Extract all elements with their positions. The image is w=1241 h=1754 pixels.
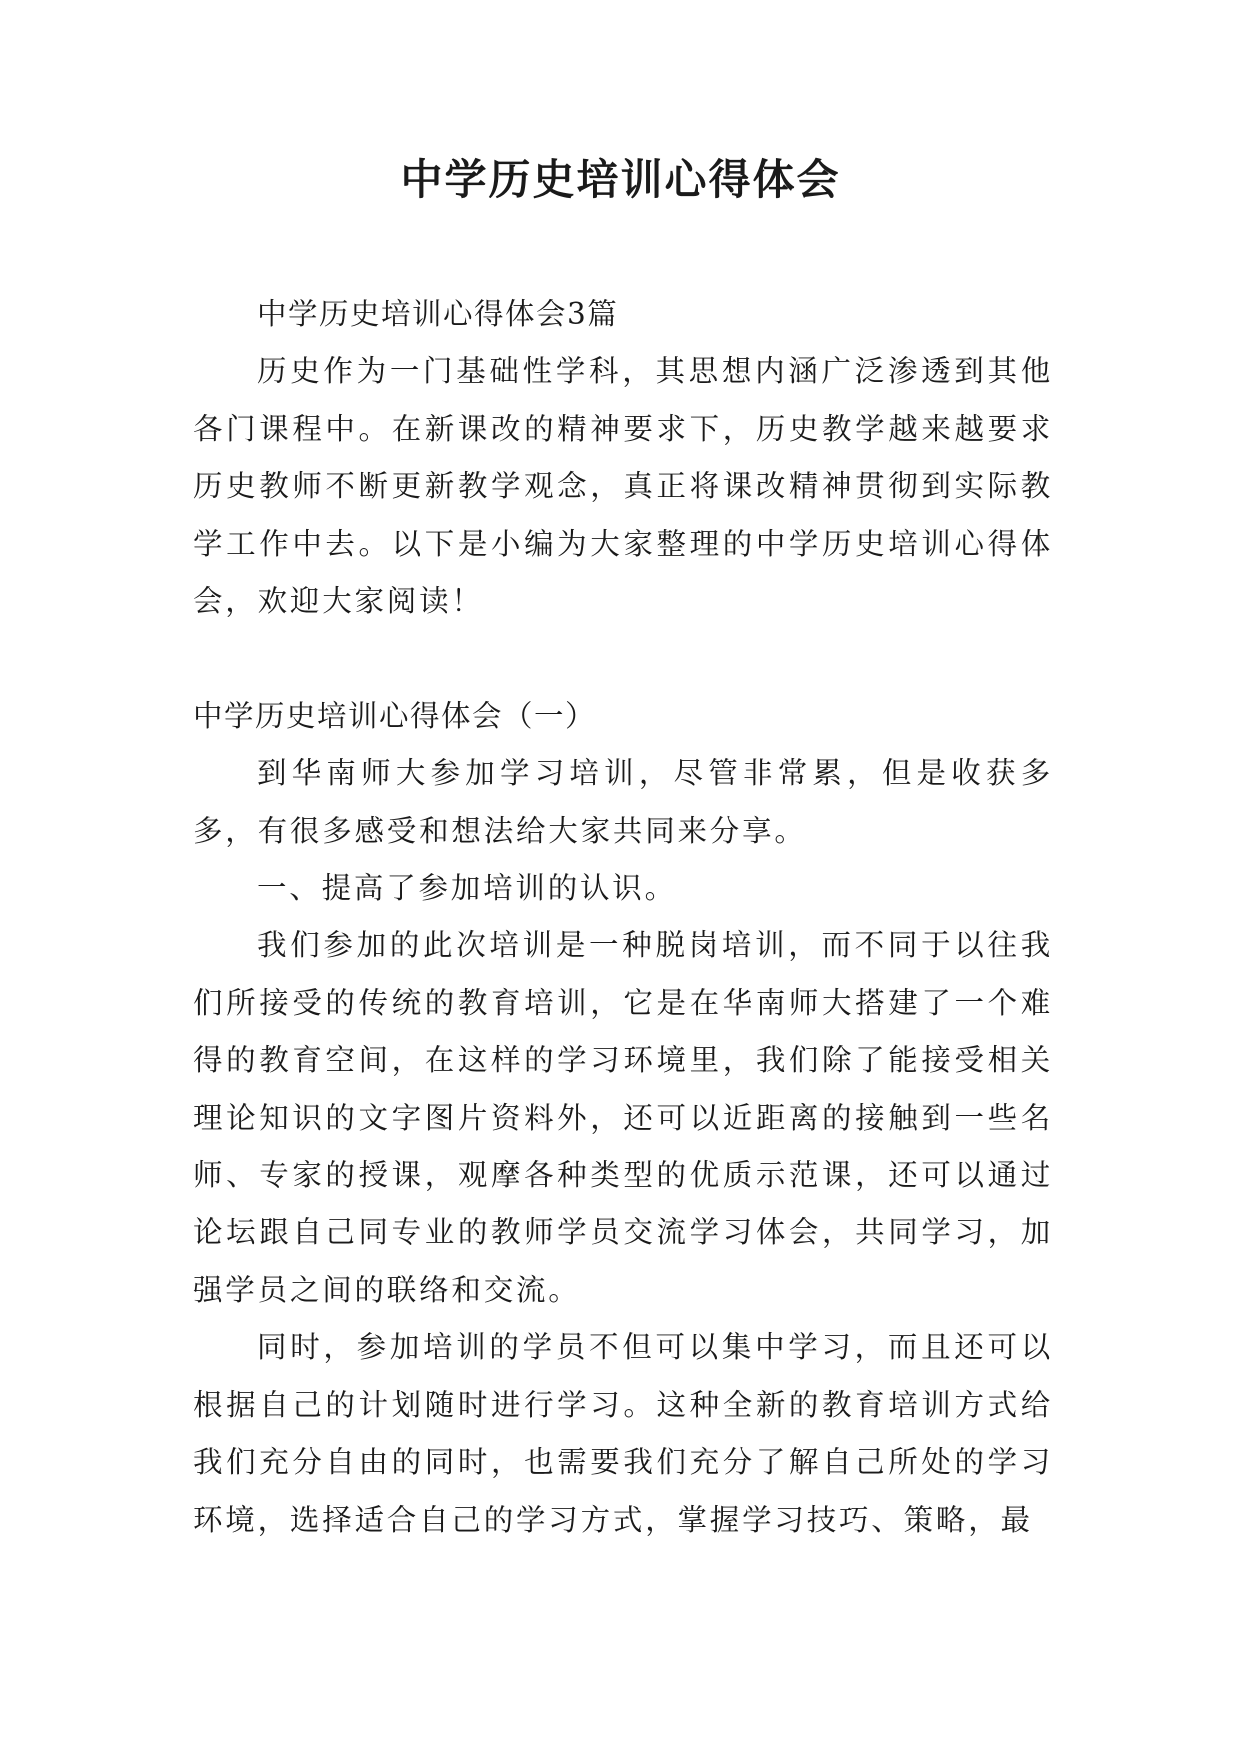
document-subtitle: 中学历史培训心得体会3篇 bbox=[257, 297, 619, 331]
document-title: 中学历史培训心得体会 bbox=[400, 155, 841, 204]
body-paragraph: 一、提高了参加培训的认识。 bbox=[257, 871, 677, 906]
body-paragraph: 到华南师大参加学习培训，尽管非常累，但是收获多多，有很多感受和想法给大家共同来分享。 bbox=[193, 756, 1053, 848]
body-paragraph: 我们参加的此次培训是一种脱岗培训，而不同于以往我们所接受的传统的教育培训，它是在华南师大搭建了一个难得的教育空间，在这样的学习环境里，我们除了能接受相关理论知识的文字图片资料外，还可以近距离的接触到一些名师、专家的授课，观摩各种类型的优质示范课，还可以通过论坛跟自己同专业的教师学员交流学习体会，共同学习，加强学员之间的联络和交流。 bbox=[193, 928, 1053, 1307]
section-heading: 中学历史培训心得体会（一） bbox=[193, 698, 597, 733]
body-paragraph: 同时，参加培训的学员不但可以集中学习，而且还可以根据自己的计划随时进行学习。这种全新的教育培训方式给我们充分自由的同时，也需要我们充分了解自己所处的学习环境，选择适合自己的学习方式，掌握学习技巧、策略，最 bbox=[193, 1330, 1053, 1537]
document-body bbox=[193, 286, 1053, 1549]
intro-paragraph: 历史作为一门基础性学科，其思想内涵广泛渗透到其他各门课程中。在新课改的精神要求下，历史教学越来越要求历史教师不断更新教学观念，真正将课改精神贯彻到实际教学工作中去。以下是小编为大家整理的中学历史培训心得体会，欢迎大家阅读！ bbox=[193, 354, 1053, 619]
